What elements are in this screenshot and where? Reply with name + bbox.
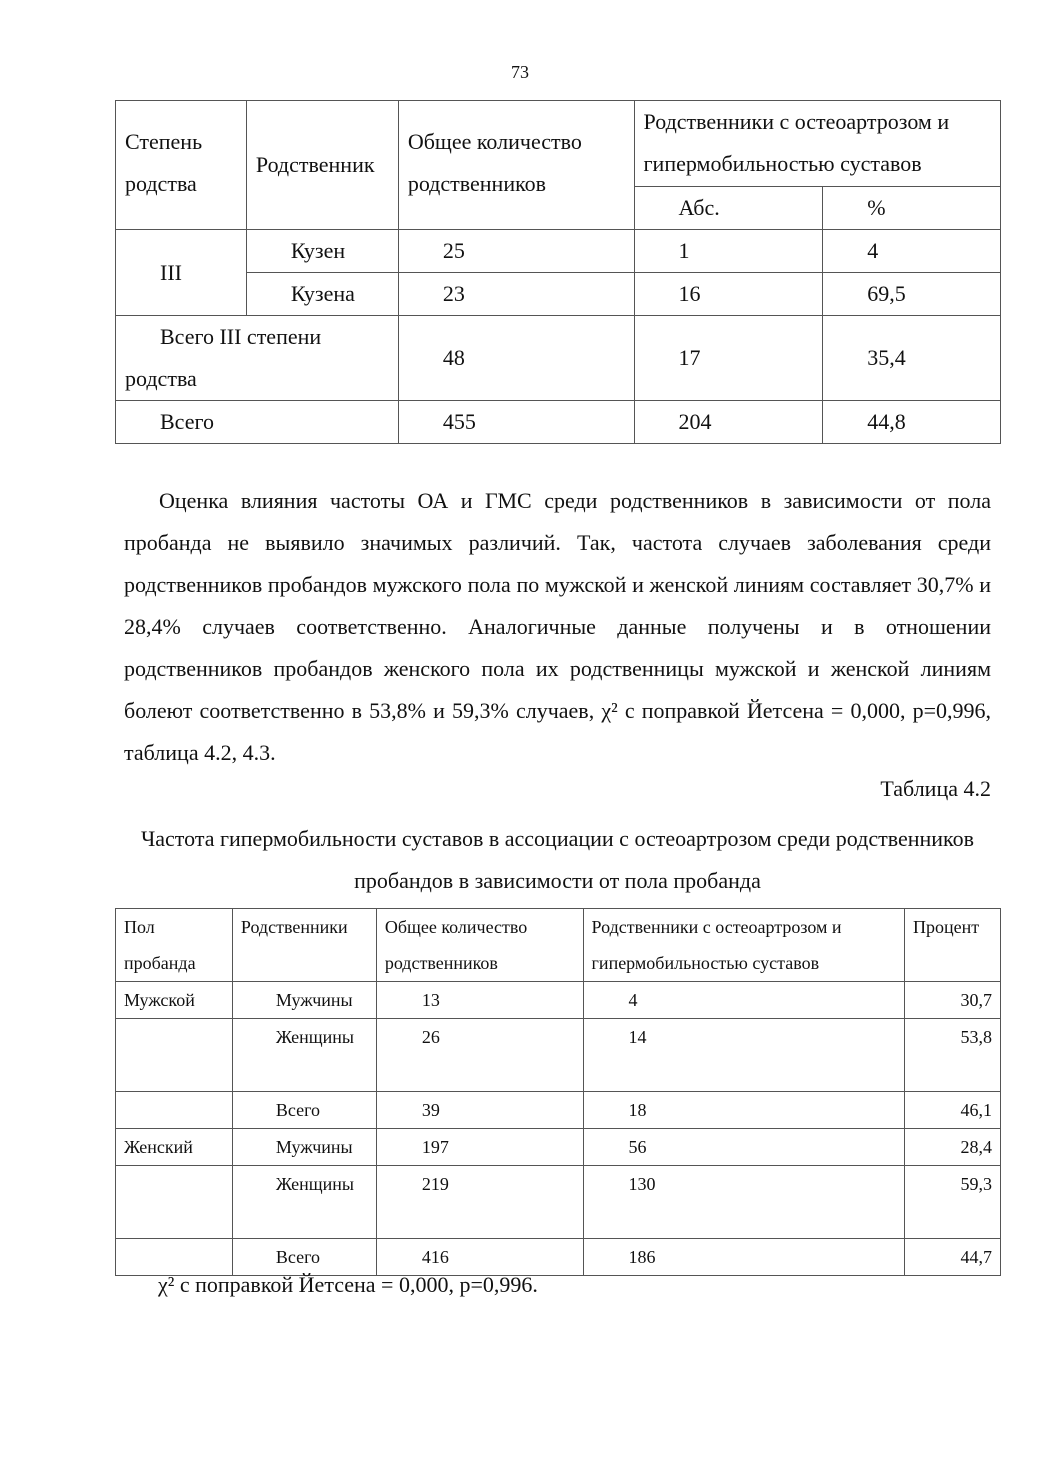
header-row — [116, 909, 1001, 982]
total-cell: 13 — [376, 982, 583, 1019]
table-label: Таблица 4.2 — [880, 776, 991, 801]
sex-cell — [116, 1166, 233, 1239]
total-cell: 39 — [376, 1092, 583, 1129]
sex-proband-table — [115, 908, 1001, 1276]
header-pct: Процент — [905, 909, 1001, 982]
total-label: Всего — [116, 401, 399, 444]
table-row — [116, 1019, 1001, 1092]
header-total: Общее количество родственников — [398, 101, 634, 230]
table-row — [116, 1092, 1001, 1129]
table-row — [116, 982, 1001, 1019]
subtotal-label: Всего III степени родства — [116, 316, 399, 401]
header-oa: Родственники с остеоартрозом и гипермобильностью суставов — [583, 909, 904, 982]
abs-cell: 204 — [634, 401, 823, 444]
relative-cell: Кузена — [246, 273, 398, 316]
abs-cell: 17 — [634, 316, 823, 401]
relative-cell: Всего — [232, 1092, 376, 1129]
total-cell: 26 — [376, 1019, 583, 1092]
page-number: 73 — [511, 62, 529, 82]
total-cell: 219 — [376, 1166, 583, 1239]
relative-cell: Кузен — [246, 230, 398, 273]
total-row — [116, 401, 1001, 444]
abs-cell: 16 — [634, 273, 823, 316]
oa-cell: 56 — [583, 1129, 904, 1166]
sex-cell: Мужской — [116, 982, 233, 1019]
relative-cell: Мужчины — [232, 1129, 376, 1166]
pct-cell: 30,7 — [905, 982, 1001, 1019]
pct-cell: 4 — [823, 230, 1001, 273]
total-cell: 25 — [398, 230, 634, 273]
total-cell: 197 — [376, 1129, 583, 1166]
oa-cell: 130 — [583, 1166, 904, 1239]
paragraph-text: Оценка влияния частоты ОА и ГМС среди родственников в зависимости от пола пробанда не выявило значимых различий. Так, частота случаев заболевания среди родственников пробандов мужского пола по мужской и женской линиям составляет 30,7% и 28,4% случаев соответственно. Аналогичные данные получены и в отношении родственников пробандов женского пола их родственницы мужской и женской линиям болеют соответственно в 53,8% и 59,3% случаев, χ² с поправкой Йетсена = 0,000, p=0,996, таблица 4.2, 4.3. — [124, 488, 991, 765]
group-label: III — [116, 230, 247, 316]
header-oa-group: Родственники с остеоартрозом и гипермобильностью суставов — [634, 101, 1000, 187]
pct-cell: 59,3 — [905, 1166, 1001, 1239]
total-cell: 23 — [398, 273, 634, 316]
oa-cell: 18 — [583, 1092, 904, 1129]
pct-cell: 69,5 — [823, 273, 1001, 316]
oa-cell: 4 — [583, 982, 904, 1019]
table-row — [116, 1239, 1001, 1276]
sex-cell: Женский — [116, 1129, 233, 1166]
header-sex: Пол пробанда — [116, 909, 233, 982]
table-row — [116, 1166, 1001, 1239]
pct-cell: 35,4 — [823, 316, 1001, 401]
pct-cell: 44,7 — [905, 1239, 1001, 1276]
table-row — [116, 1129, 1001, 1166]
pct-cell: 44,8 — [823, 401, 1001, 444]
relative-cell: Женщины — [232, 1166, 376, 1239]
header-total: Общее количество родственников — [376, 909, 583, 982]
oa-cell: 14 — [583, 1019, 904, 1092]
relatives-degree-table — [115, 100, 1001, 444]
relative-cell: Женщины — [232, 1019, 376, 1092]
header-relative: Родственник — [246, 101, 398, 230]
table-row — [116, 230, 1001, 273]
sex-cell — [116, 1019, 233, 1092]
pct-cell: 53,8 — [905, 1019, 1001, 1092]
table-row — [116, 273, 1001, 316]
header-relatives: Родственники — [232, 909, 376, 982]
pct-cell: 28,4 — [905, 1129, 1001, 1166]
header-abs: Абс. — [634, 187, 823, 230]
body-paragraph — [124, 480, 991, 774]
subtotal-row — [116, 316, 1001, 401]
sex-cell — [116, 1239, 233, 1276]
header-pct: % — [823, 187, 1001, 230]
total-cell: 455 — [398, 401, 634, 444]
table-caption: Частота гипермобильности суставов в ассоциации с остеоартрозом среди родственников пробандов в зависимости от пола пробанда — [140, 826, 975, 893]
relative-cell: Всего — [232, 1239, 376, 1276]
total-cell: 416 — [376, 1239, 583, 1276]
footnote: χ² с поправкой Йетсена = 0,000, p=0,996. — [158, 1272, 538, 1297]
relative-cell: Мужчины — [232, 982, 376, 1019]
total-cell: 48 — [398, 316, 634, 401]
oa-cell: 186 — [583, 1239, 904, 1276]
pct-cell: 46,1 — [905, 1092, 1001, 1129]
sex-cell — [116, 1092, 233, 1129]
header-degree: Степень родства — [116, 101, 247, 230]
abs-cell: 1 — [634, 230, 823, 273]
